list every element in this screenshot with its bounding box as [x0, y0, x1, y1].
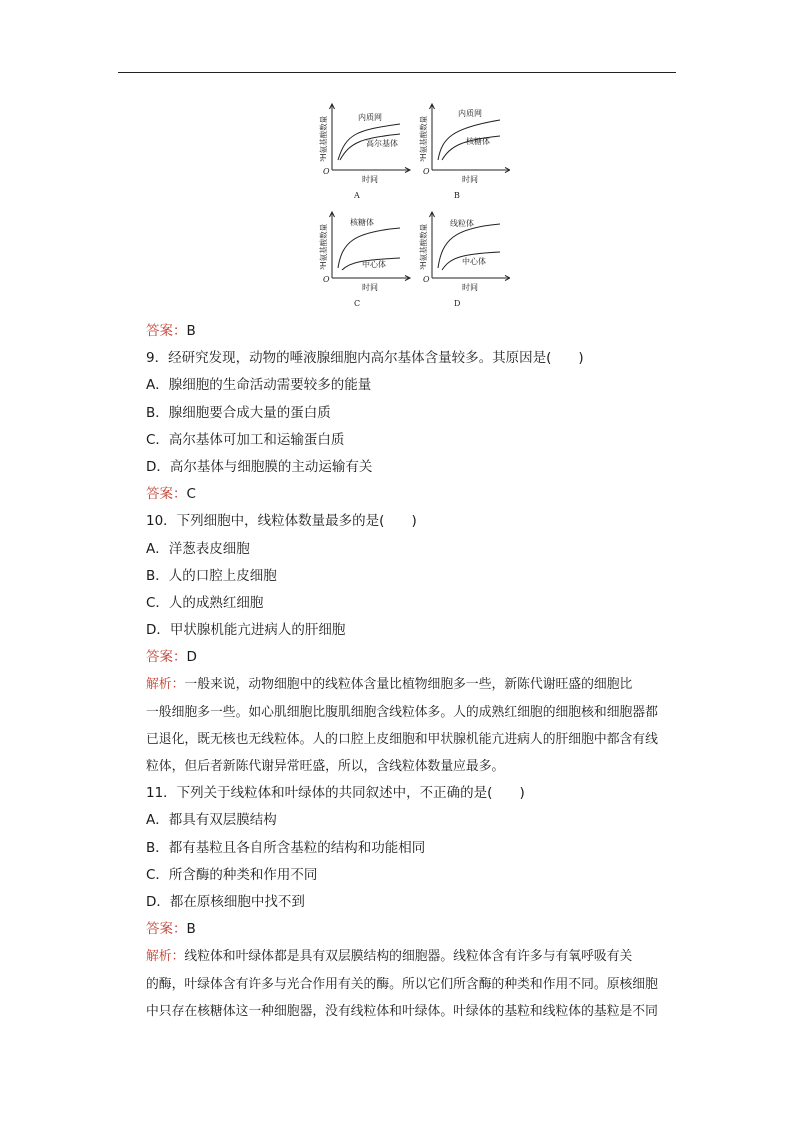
chart-c-x-label: 时间: [362, 283, 378, 292]
q11-stem: 11．下列关于线粒体和叶绿体的共同叙述中，不正确的是( ): [146, 785, 525, 802]
chart-a-x-label: 时间: [362, 175, 378, 184]
q10-option-a: A．洋葱表皮细胞: [146, 540, 250, 557]
chart-a-origin: O: [323, 167, 330, 176]
q11-answer-line: [146, 916, 686, 943]
chart-c: [318, 212, 410, 308]
q11-option-c: C．所含酶的种类和作用不同: [146, 866, 318, 883]
explain-label: 解析：: [146, 677, 185, 693]
chart-d-y-label: ³H氨基酸数量: [419, 223, 428, 270]
q11-answer: B: [186, 921, 196, 938]
charts: [318, 104, 510, 308]
q10-option-d: D．甲状腺机能亢进病人的肝细胞: [146, 622, 346, 639]
q10-stem: 10．下列细胞中，线粒体数量最多的是( ): [146, 513, 417, 530]
chart-d-upper-label: 线粒体: [450, 219, 474, 228]
chart-a-y-label: ³H氨基酸数量: [319, 115, 328, 162]
chart-c-origin: O: [323, 275, 330, 284]
chart-d-panel-letter: D: [454, 299, 461, 308]
q9-option-c: C．高尔基体可加工和运输蛋白质: [146, 431, 345, 448]
q10-answer: D: [186, 649, 197, 666]
chart-c-panel-letter: C: [354, 299, 361, 308]
q8-answer-line: [146, 318, 686, 345]
chart-b-x-label: 时间: [462, 175, 478, 184]
answer-label: 答案：: [146, 486, 187, 503]
q9-stem: 9．经研究发现，动物的唾液腺细胞内高尔基体含量较多。其原因是( ): [146, 350, 584, 367]
chart-b-upper-label: 内质网: [458, 109, 482, 118]
header-rule: [118, 72, 676, 73]
chart-grid-svg: [310, 98, 510, 308]
chart-c-upper-label: 核糖体: [350, 218, 374, 227]
chart-b-panel-letter: B: [454, 191, 460, 200]
chart-c-y-label: ³H氨基酸数量: [319, 223, 328, 270]
chart-a-upper-label: 内质网: [358, 113, 382, 122]
q11-explanation: [146, 943, 686, 1025]
chart-b-origin: O: [423, 167, 430, 176]
explanation-text: 一般来说，动物细胞中的线粒体含量比植物细胞多一些，新陈代谢旺盛的细胞比: [184, 677, 633, 693]
chart-a-lower-label: 高尔基体: [366, 139, 398, 148]
chart-d: [418, 212, 510, 308]
q10-explanation-line-4: 粒体，但后者新陈代谢异常旺盛，所以，含线粒体数量应最多。: [146, 759, 505, 774]
figure-four-charts: [310, 98, 510, 308]
answer-label: 答案：: [146, 649, 187, 666]
q10-explanation-line-2: 一般细胞多一些。如心肌细胞比腹肌细胞含线粒体多。人的成熟红细胞的细胞核和细胞器都: [146, 704, 658, 720]
q11-option-a: A．都具有双层膜结构: [146, 812, 277, 829]
q9-answer: C: [186, 486, 196, 503]
q10-explanation-line-3: 已退化，既无核也无线粒体。人的口腔上皮细胞和甲状腺机能亢进病人的肝细胞中都含有线: [146, 731, 658, 747]
chart-d-origin: O: [423, 275, 430, 284]
chart-a: [318, 104, 410, 200]
q11-option-b: B．都有基粒且各自所含基粒的结构和功能相同: [146, 839, 426, 856]
question-content: [146, 318, 686, 1025]
q11-option-d: D．都在原核细胞中找不到: [146, 893, 305, 910]
q8-answer: B: [186, 323, 196, 339]
explain-label: 解析：: [146, 949, 185, 965]
q10-explanation-line-1: [146, 671, 686, 698]
q9-answer-line: [146, 481, 686, 508]
q11-explanation-line-3: 中只存在核糖体这一种细胞器，没有线粒体和叶绿体。叶绿体的基粒和线粒体的基粒是不同: [146, 1003, 658, 1019]
answer-label: 答案：: [146, 323, 187, 339]
chart-c-lower-label: 中心体: [362, 260, 386, 269]
q11-explanation-line-1: [146, 943, 686, 970]
explanation-text: 线粒体和叶绿体都是具有双层膜结构的细胞器。线粒体含有许多与有氧呼吸有关: [184, 949, 633, 965]
q11-explanation-line-2: 的酶，叶绿体含有许多与光合作用有关的酶。所以它们所含酶的种类和作用不同。原核细胞: [146, 976, 658, 992]
chart-d-lower-label: 中心体: [462, 257, 486, 266]
q9-option-b: B．腺细胞要合成大量的蛋白质: [146, 404, 331, 421]
q10-option-c: C．人的成熟红细胞: [146, 594, 264, 611]
q10-option-b: B．人的口腔上皮细胞: [146, 567, 277, 584]
chart-b-y-label: ³H氨基酸数量: [419, 115, 428, 162]
q10-explanation: [146, 671, 686, 780]
chart-b: [418, 104, 510, 200]
q9-option-d: D．高尔基体与细胞膜的主动运输有关: [146, 458, 373, 475]
chart-b-lower-label: 核糖体: [466, 137, 490, 146]
chart-d-x-label: 时间: [462, 283, 478, 292]
q10-answer-line: [146, 644, 686, 671]
answer-label: 答案：: [146, 921, 187, 938]
chart-a-panel-letter: A: [354, 191, 360, 200]
q9-option-a: A．腺细胞的生命活动需要较多的能量: [146, 377, 372, 394]
